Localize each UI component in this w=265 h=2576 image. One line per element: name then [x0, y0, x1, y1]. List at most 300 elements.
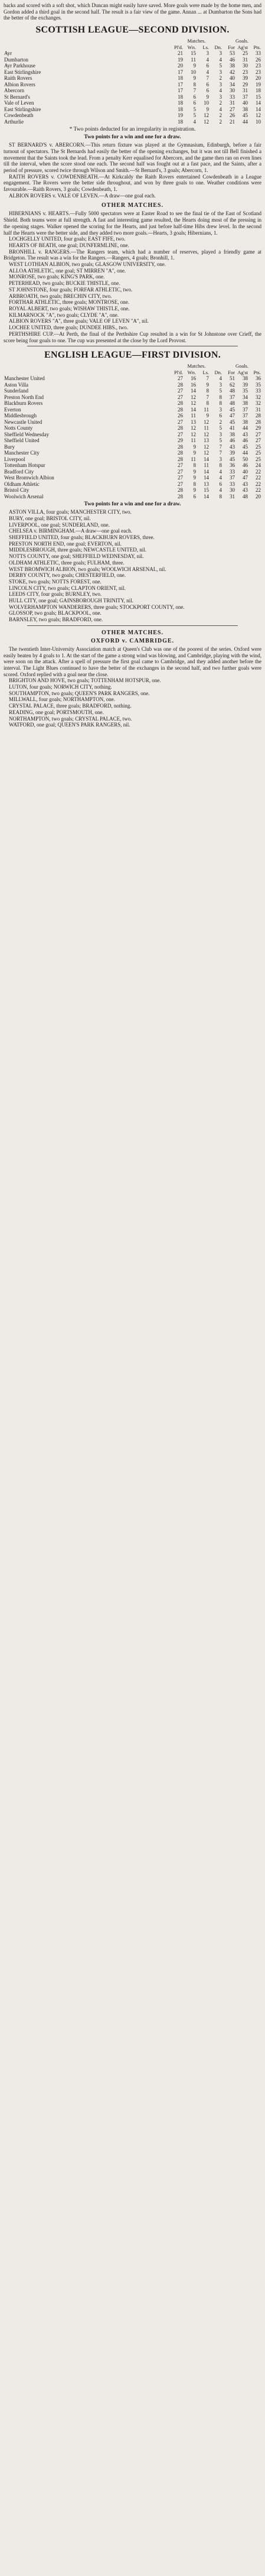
english-team-name: Sheffield Wednesday — [4, 431, 50, 437]
english-stat-cell: 14 — [204, 456, 209, 462]
match-result: WOLVERHAMPTON WANDERERS, three goals; STOCKPORT COUNTY, one. — [9, 604, 185, 610]
scottish-stat-cell: 9 — [193, 75, 196, 82]
table-row — [4, 407, 261, 413]
english-stat-cell: 45 — [230, 418, 235, 425]
english-stat-cell: 22 — [256, 481, 261, 487]
col-header: For — [228, 44, 235, 50]
table-row — [4, 425, 261, 432]
english-stat-cell: 25 — [256, 450, 261, 456]
scottish-stat-cell: 21 — [230, 118, 235, 125]
english-stat-cell: 46 — [243, 437, 248, 444]
english-stat-cell: 5 — [219, 425, 222, 432]
scottish-stat-cell: 9 — [206, 93, 209, 100]
scottish-team-name: Ayr — [4, 50, 12, 57]
english-stat-cell: 48 — [243, 493, 248, 499]
scottish-stat-cell: 31 — [243, 87, 248, 94]
col-header: Pl'd. — [174, 44, 183, 50]
english-stat-cell: 11 — [191, 437, 196, 444]
english-stat-cell: 27 — [178, 388, 183, 394]
english-stat-cell: 2 — [219, 418, 222, 425]
scottish-stat-cell: 42 — [230, 69, 235, 75]
table-row — [4, 106, 261, 113]
english-stat-cell: 9 — [206, 381, 209, 388]
scottish-stat-cell: 12 — [204, 118, 209, 125]
scottish-stat-cell: 9 — [206, 106, 209, 112]
english-stat-cell: 14 — [204, 493, 209, 499]
table-row — [4, 432, 261, 438]
match-result: LEEDS CITY, four goals; BURNLEY, two. — [9, 591, 102, 598]
scottish-stat-cell: 17 — [178, 69, 183, 75]
english-stat-cell: 35 — [243, 388, 248, 394]
col-header: Dn. — [214, 369, 222, 375]
scottish-stat-cell: 44 — [243, 118, 248, 125]
english-stat-cell: 27 — [178, 418, 183, 425]
match-result: HIBERNIANS v. HEARTS.—Fully 5000 spectators were at Easter Road to see the final tie of the East of Scotland Shield. Both teams were at full strength. A fast and interesting game resulted, the Hearts doing most of the pressing in the opening stages. Walker opened the scoring for the Hearts, and just before half-time Hibs drew level. In the second half the Hearts were the better side, and they added two more goals.—Hearts, 3 goals; Hibernians, 1. — [4, 210, 261, 236]
english-stat-cell: 38 — [243, 418, 248, 425]
english-team-name: Middlesbrough — [4, 413, 37, 419]
english-stat-cell: 29 — [178, 437, 183, 444]
english-stat-cell: 29 — [256, 425, 261, 432]
english-team-name: Aston Villa — [4, 381, 29, 388]
english-stat-cell: 6 — [219, 413, 222, 419]
scottish-stat-cell: 15 — [191, 50, 196, 57]
match-result: GLOSSOP, two goals; BLACKPOOL, one. — [9, 610, 102, 617]
col-header: Ag'st — [237, 44, 248, 50]
english-stat-cell: 6 — [193, 493, 196, 499]
scottish-stat-cell: 20 — [178, 63, 183, 69]
english-stat-cell: 25 — [256, 443, 261, 450]
scottish-stat-cell: 40 — [230, 75, 235, 82]
english-stat-cell: 50 — [243, 456, 248, 462]
table-row — [4, 87, 261, 94]
match-result: PRESTON NORTH END, one goal; EVERTON, nil. — [9, 540, 122, 547]
english-stat-cell: 45 — [243, 443, 248, 450]
english-stat-cell: 9 — [193, 450, 196, 456]
table-row — [4, 375, 261, 382]
scottish-stat-cell: 7 — [193, 87, 196, 94]
english-stat-cell: 16 — [191, 375, 196, 382]
scottish-team-name: East Stirlingshire — [4, 106, 41, 112]
english-stat-cell: 7 — [219, 450, 222, 456]
scottish-stat-cell: 14 — [256, 100, 261, 106]
english-stat-cell: 22 — [256, 468, 261, 475]
table-row — [4, 75, 261, 82]
english-stat-cell: 28 — [178, 400, 183, 407]
english-team-name: Bradford City — [4, 468, 34, 475]
english-stat-cell: 51 — [230, 375, 235, 382]
match-result: BURY, one goal; BRISTOL CITY, nil. — [9, 515, 91, 521]
english-stat-cell: 47 — [230, 413, 235, 419]
other-matches-heading: OTHER MATCHES. — [102, 202, 163, 209]
scottish-stat-cell: 3 — [219, 69, 222, 75]
english-team-name: Preston North End — [4, 394, 44, 400]
english-stat-cell: 33 — [230, 468, 235, 475]
english-stat-cell: 62 — [230, 381, 235, 388]
english-team-name: Liverpool — [4, 456, 25, 462]
english-stat-cell: 39 — [230, 450, 235, 456]
english-stat-cell: 37 — [243, 406, 248, 413]
table-row — [4, 450, 261, 456]
match-result: MIDDLESBROUGH, three goals; NEWCASTLE UNITED, nil. — [9, 547, 146, 553]
english-stat-cell: 28 — [256, 418, 261, 425]
scottish-stat-cell: 2 — [219, 100, 222, 106]
match-result: KILMARNOCK "A", two goals; CLYDE "A", one. — [9, 312, 119, 318]
match-result: BRONHILL v. RANGERS.—The Rangers team, which had a number of reserves, played a friendly game at Bridgeton. The result was a win for the Rangers.—Rangers, 4 goals; Bronhill, 1. — [4, 248, 261, 261]
match-result: NORTHAMPTON, two goals; CRYSTAL PALACE, two. — [9, 715, 132, 722]
table-row — [4, 469, 261, 475]
scottish-team-name: Arthurlie — [4, 118, 24, 125]
english-stat-cell: 15 — [204, 487, 209, 494]
match-result: WEST BROMWICH ALBION, two goals; WOOLWICH ARSENAL, nil. — [9, 566, 166, 572]
scottish-stat-cell: 18 — [178, 100, 183, 106]
scottish-stat-cell: 4 — [219, 106, 222, 112]
english-stat-cell: 22 — [256, 475, 261, 481]
table-row — [4, 456, 261, 463]
scottish-stat-cell: 18 — [178, 75, 183, 82]
english-stat-cell: 14 — [191, 388, 196, 394]
scottish-stat-cell: 53 — [230, 50, 235, 57]
english-stat-cell: 9 — [193, 443, 196, 450]
match-result: CRYSTAL PALACE, three goals; BRADFORD, nothing. — [9, 703, 132, 709]
match-result: OLDHAM ATHLETIC, three goals; FULHAM, three. — [9, 559, 125, 566]
english-stat-cell: 41 — [230, 425, 235, 432]
table-row — [4, 100, 261, 106]
scottish-team-name: Cowdenbeath — [4, 112, 34, 119]
english-stat-cell: 28 — [178, 456, 183, 462]
english-team-name: Manchester City — [4, 450, 40, 456]
scottish-stat-cell: 31 — [243, 56, 248, 63]
english-stat-cell: 4 — [219, 475, 222, 481]
scottish-stat-cell: 30 — [243, 63, 248, 69]
match-result: PETERHEAD, two goals; BUCKIE THISTLE, one. — [9, 280, 120, 287]
scottish-stat-cell: 38 — [243, 106, 248, 112]
english-stat-cell: 12 — [204, 418, 209, 425]
scottish-stat-cell: 12 — [256, 112, 261, 119]
table-row — [4, 487, 261, 494]
match-result: READING, one goal; PORTSMOUTH, one. — [9, 709, 104, 715]
match-result: ALLOA ATHLETIC, one goal; ST MIRREN "A", one. — [9, 267, 126, 274]
scottish-stat-cell: 23 — [256, 69, 261, 75]
scottish-stat-cell: 18 — [178, 106, 183, 112]
english-stat-cell: 13 — [204, 437, 209, 444]
english-stat-cell: 28 — [178, 425, 183, 432]
scottish-stat-cell: 23 — [243, 69, 248, 75]
english-stat-cell: 38 — [243, 400, 248, 407]
scottish-league-heading: SCOTTISH LEAGUE—SECOND DIVISION. — [35, 25, 230, 35]
scottish-stat-cell: 4 — [206, 56, 209, 63]
scottish-stat-cell: 4 — [219, 56, 222, 63]
english-team-name: Oldham Athletic — [4, 481, 40, 487]
scottish-league-table — [4, 38, 261, 125]
scottish-stat-cell: 15 — [256, 93, 261, 100]
col-header: Pts. — [253, 369, 261, 375]
col-header: Ls. — [202, 44, 209, 50]
table-row — [4, 69, 261, 76]
match-result: PERTHSHIRE CUP.—At Perth, the final of the Perthshire Cup resulted in a win for St Johnstone over Crieff, the score being four goals to one. The cup was presented at the close by the Lord Provost. — [4, 330, 261, 343]
match-result: HULL CITY, one goal; GAINSBOROUGH TRINITY, nil. — [9, 598, 133, 604]
scottish-team-name: Abercorn — [4, 87, 24, 94]
english-stat-cell: 31 — [256, 406, 261, 413]
english-stat-cell: 4 — [219, 375, 222, 382]
match-result: SOUTHAMPTON, two goals; QUEEN'S PARK RANGERS, one. — [9, 690, 150, 696]
english-stat-cell: 3 — [219, 381, 222, 388]
english-stat-cell: 9 — [193, 468, 196, 475]
english-team-name: Bristol City — [4, 487, 30, 494]
english-stat-cell: 12 — [204, 431, 209, 437]
english-stat-cell: 8 — [219, 462, 222, 469]
english-team-name: Sheffield United — [4, 437, 40, 444]
scottish-stat-cell: 6 — [206, 63, 209, 69]
match-report: ST BERNARD'S v. ABERCORN.—This return fixture was played at the Gymnasium, Edinburgh, before a fair turnout of spectators. The St Bernards had easily the better of the opening exchanges, but it was not till Bell finished a movement that the Saints took the lead. From a penalty Kerr equalised for Abercorn, and the game then ran on even lines till the interval, when the score stood one each. The second half was fought out at a fast pace, and the Saints, after a period of pressure, scored twice through Wilson and Smith.—St Bernard's, 3 goals; Abercorn, 1. — [4, 142, 261, 173]
match-result: ST JOHNSTONE, four goals; FORFAR ATHLETIC, two. — [9, 286, 133, 293]
english-stat-cell: 20 — [256, 493, 261, 499]
col-header: Dn. — [214, 44, 222, 50]
scottish-stat-cell: 2 — [219, 118, 222, 125]
scottish-stat-cell: 5 — [193, 106, 196, 112]
english-stat-cell: 43 — [243, 487, 248, 494]
english-stat-cell: 37 — [243, 413, 248, 419]
scottish-stat-cell: 33 — [230, 93, 235, 100]
english-stat-cell: 8 — [206, 400, 209, 407]
match-report: RAITH ROVERS v. COWDENBEATH.—At Kirkcaldy the Raith Rovers entertained Cowdenbeath in a League engagement. The Rovers were the better side throughout, and won by three goals to one. Weather conditions were favourable.—Raith Rovers, 3 goals; Cowdenbeath, 1. — [4, 173, 261, 193]
table-row — [4, 82, 261, 88]
english-stat-cell: 7 — [206, 375, 209, 382]
table-row — [4, 413, 261, 419]
match-result: LINCOLN CITY, two goals; CLAPTON ORIENT, nil. — [9, 585, 126, 591]
english-stat-cell: 9 — [206, 413, 209, 419]
english-stat-cell: 27 — [178, 462, 183, 469]
english-stat-cell: 45 — [230, 456, 235, 462]
english-stat-cell: 27 — [256, 437, 261, 444]
english-team-name: Newcastle United — [4, 418, 42, 425]
scottish-stat-cell: 3 — [219, 93, 222, 100]
match-result: STOKE, two goals; NOTTS FOREST, one. — [9, 578, 102, 585]
other-english-heading: OTHER MATCHES. — [102, 629, 163, 636]
scottish-stat-cell: 3 — [219, 81, 222, 87]
scottish-stat-cell: 6 — [206, 81, 209, 87]
scottish-stat-cell: 18 — [256, 87, 261, 94]
scottish-team-name: St Bernard's — [4, 93, 30, 100]
english-stat-cell: 3 — [219, 456, 222, 462]
english-stat-cell: 26 — [178, 413, 183, 419]
scottish-stat-cell: 19 — [178, 56, 183, 63]
match-result: LOCHEE UNITED, three goals; DUNDEE HIBS., two. — [9, 325, 128, 331]
english-stat-cell: 11 — [204, 406, 209, 413]
table-row — [4, 494, 261, 500]
english-team-name: Tottenham Hotspur — [4, 462, 45, 469]
table-row — [4, 388, 261, 394]
scottish-stat-cell: 18 — [178, 118, 183, 125]
scottish-note-points: Two points for a win and one for a draw. — [84, 134, 181, 141]
match-result: WATFORD, one goal; QUEEN'S PARK RANGERS, nil. — [9, 722, 130, 728]
scottish-team-name: Vale of Leven — [4, 100, 34, 106]
english-stat-cell: 28 — [178, 443, 183, 450]
english-team-name: Bury — [4, 443, 15, 450]
english-stat-cell: 40 — [243, 468, 248, 475]
english-stat-cell: 16 — [191, 381, 196, 388]
scottish-stat-cell: 19 — [178, 112, 183, 119]
scottish-stat-cell: 46 — [230, 56, 235, 63]
col-header: Ls. — [202, 369, 209, 375]
scottish-stat-cell: 10 — [204, 100, 209, 106]
scottish-stat-cell: 8 — [193, 81, 196, 87]
scottish-stat-cell: 20 — [256, 75, 261, 82]
scottish-stat-cell: 2 — [219, 112, 222, 119]
col-header: Ag'st — [237, 369, 248, 375]
table-row — [4, 119, 261, 125]
table-row — [4, 437, 261, 444]
scottish-stat-cell: 6 — [193, 100, 196, 106]
match-result: SHEFFIELD UNITED, four goals; BLACKBURN ROVERS, three. — [9, 534, 155, 541]
english-stat-cell: 7 — [206, 394, 209, 400]
english-stat-cell: 39 — [243, 381, 248, 388]
english-stat-cell: 27 — [178, 394, 183, 400]
table-row — [4, 462, 261, 469]
match-result: MILLWALL, four goals; NORTHAMPTON, one. — [9, 696, 115, 703]
scottish-stat-cell: 30 — [230, 87, 235, 94]
english-stat-cell: 11 — [191, 413, 196, 419]
english-stat-cell: 9 — [193, 475, 196, 481]
scottish-stat-cell: 4 — [219, 87, 222, 94]
english-stat-cell: 13 — [204, 481, 209, 487]
scottish-stat-cell: 21 — [178, 50, 183, 57]
scottish-team-name: Dumbarton — [4, 56, 28, 63]
english-stat-cell: 14 — [204, 475, 209, 481]
scottish-stat-cell: 33 — [256, 50, 261, 57]
scottish-stat-cell: 39 — [243, 75, 248, 82]
table-row — [4, 382, 261, 388]
english-stat-cell: 28 — [178, 406, 183, 413]
english-stat-cell: 44 — [243, 450, 248, 456]
scottish-stat-cell: 4 — [206, 69, 209, 75]
english-stat-cell: 27 — [178, 431, 183, 437]
scottish-stat-cell: 34 — [230, 81, 235, 87]
english-stat-cell: 37 — [230, 394, 235, 400]
english-stat-cell: 12 — [191, 425, 196, 432]
match-result: LIVERPOOL, one goal; SUNDERLAND, one. — [9, 521, 110, 528]
scottish-stat-cell: 17 — [178, 81, 183, 87]
english-stat-cell: 32 — [256, 400, 261, 407]
english-stat-cell: 48 — [230, 400, 235, 407]
english-stat-cell: 35 — [256, 381, 261, 388]
match-result: WEST LOTHIAN ALBION, two goals; GLASGOW UNIVERSITY, one. — [9, 261, 166, 268]
table-row — [4, 400, 261, 407]
scottish-stat-cell: 6 — [206, 87, 209, 94]
english-league-table — [4, 363, 261, 499]
scottish-stat-cell: 9 — [193, 63, 196, 69]
scottish-stat-cell: 5 — [219, 63, 222, 69]
english-stat-cell: 11 — [204, 425, 209, 432]
english-league-heading: ENGLISH LEAGUE—FIRST DIVISION. — [44, 350, 221, 361]
english-stat-cell: 12 — [191, 431, 196, 437]
scottish-stat-cell: 18 — [178, 93, 183, 100]
col-header: Pl'd. — [174, 369, 183, 375]
english-stat-cell: 8 — [219, 394, 222, 400]
match-result: ROYAL ALBERT, two goals; WISHAW THISTLE, one. — [9, 305, 130, 312]
scottish-stat-cell: 3 — [206, 50, 209, 57]
english-stat-cell: 33 — [230, 481, 235, 487]
english-stat-cell: 12 — [204, 450, 209, 456]
english-stat-cell: 27 — [178, 468, 183, 475]
match-result: ALBION ROVERS "A", three goals; VALE OF LEVEN "A", nil. — [9, 318, 149, 325]
scottish-stat-cell: 25 — [243, 50, 248, 57]
english-stat-cell: 5 — [219, 437, 222, 444]
english-stat-cell: 48 — [230, 388, 235, 394]
intro-paragraph: backs and scored with a soft shot, which Duncan might easily have saved. More goals were made by the home men, and Gordon added a third goal in the second half. The result is a fair view of the game. Annan ... at Dumbarton the Sons had the better of the exchanges. — [4, 2, 261, 21]
english-stat-cell: 36 — [230, 462, 235, 469]
scottish-stat-cell: 6 — [193, 93, 196, 100]
table-row — [4, 394, 261, 401]
col-header: Pts. — [253, 44, 261, 50]
table-row — [4, 444, 261, 450]
match-result: DERBY COUNTY, two goals; CHESTERFIELD, one. — [9, 572, 126, 579]
matches-header: Matches. — [187, 363, 206, 369]
match-result: MONROSE, two goals; KING'S PARK, one. — [9, 274, 105, 280]
col-header: Wn. — [187, 369, 196, 375]
table-row — [4, 50, 261, 57]
scottish-stat-cell: 3 — [219, 50, 222, 57]
english-stat-cell: 12 — [204, 443, 209, 450]
english-stat-cell: 14 — [191, 406, 196, 413]
scottish-stat-cell: 19 — [256, 81, 261, 87]
english-stat-cell: 8 — [193, 481, 196, 487]
english-stat-cell: 33 — [256, 388, 261, 394]
english-stat-cell: 34 — [243, 394, 248, 400]
scottish-stat-cell: 23 — [256, 63, 261, 69]
english-stat-cell: 12 — [191, 394, 196, 400]
newspaper-page — [0, 0, 265, 728]
match-result: LOCHGELLY UNITED, four goals; EAST FIFE, two. — [9, 236, 126, 242]
table-row — [4, 475, 261, 481]
table-row — [4, 63, 261, 69]
scottish-stat-cell: 2 — [219, 75, 222, 82]
english-team-name: Manchester United — [4, 375, 45, 382]
english-stat-cell: 31 — [230, 493, 235, 499]
scottish-team-name: East Stirlingshire — [4, 69, 41, 75]
col-header: Wn. — [187, 44, 196, 50]
goals-header: Goals. — [235, 38, 248, 44]
scottish-stat-cell: 7 — [206, 75, 209, 82]
match-result: ARBROATH, two goals; BRECHIN CITY, two. — [9, 293, 112, 299]
scottish-stat-cell: 29 — [243, 81, 248, 87]
scottish-stat-cell: 37 — [243, 93, 248, 100]
english-stat-cell: 8 — [219, 493, 222, 499]
english-note-points: Two points for a win and one for a draw. — [84, 501, 181, 508]
english-team-name: Notts County — [4, 425, 33, 432]
match-result: NOTTS COUNTY, one goal; SHEFFIELD WEDNESDAY, nil. — [9, 553, 144, 560]
table-row — [4, 481, 261, 488]
english-stat-cell: 43 — [243, 481, 248, 487]
table-row — [4, 112, 261, 119]
english-stat-cell: 32 — [256, 394, 261, 400]
match-result: BARNSLEY, two goals; BRADFORD, one. — [9, 617, 103, 623]
scottish-stat-cell: 40 — [243, 100, 248, 106]
match-result: HEARTS OF BEATH, one goal; DUNFERMLINE, one. — [9, 242, 129, 248]
english-stat-cell: 27 — [178, 475, 183, 481]
table-row — [4, 419, 261, 426]
english-team-name: Blackburn Rovers — [4, 400, 43, 407]
english-stat-cell: 38 — [243, 375, 248, 382]
scottish-stat-cell: 10 — [256, 118, 261, 125]
scottish-stat-cell: 11 — [191, 56, 196, 63]
oxford-cambridge-report: The twentieth Inter-University Association match at Queen's Club was one of the poorest of the series. Oxford were easily beaten by 4 goals to 1. At the start of the game a strong wind was blowing, and Cambridge, playing with the wind, were soon on the attack. After a spell of pressure the first goal came to Cambridge, and they added another before the interval. The Light Blues continued to have the better of the exchanges in the second half, and two further goals were scored. Oxford replied with a goal near the close. — [4, 645, 261, 677]
english-stat-cell: 36 — [256, 375, 261, 382]
english-stat-cell: 9 — [193, 487, 196, 494]
scottish-stat-cell: 27 — [230, 106, 235, 112]
english-stat-cell: 28 — [178, 493, 183, 499]
english-stat-cell: 37 — [230, 475, 235, 481]
english-stat-cell: 43 — [243, 431, 248, 437]
